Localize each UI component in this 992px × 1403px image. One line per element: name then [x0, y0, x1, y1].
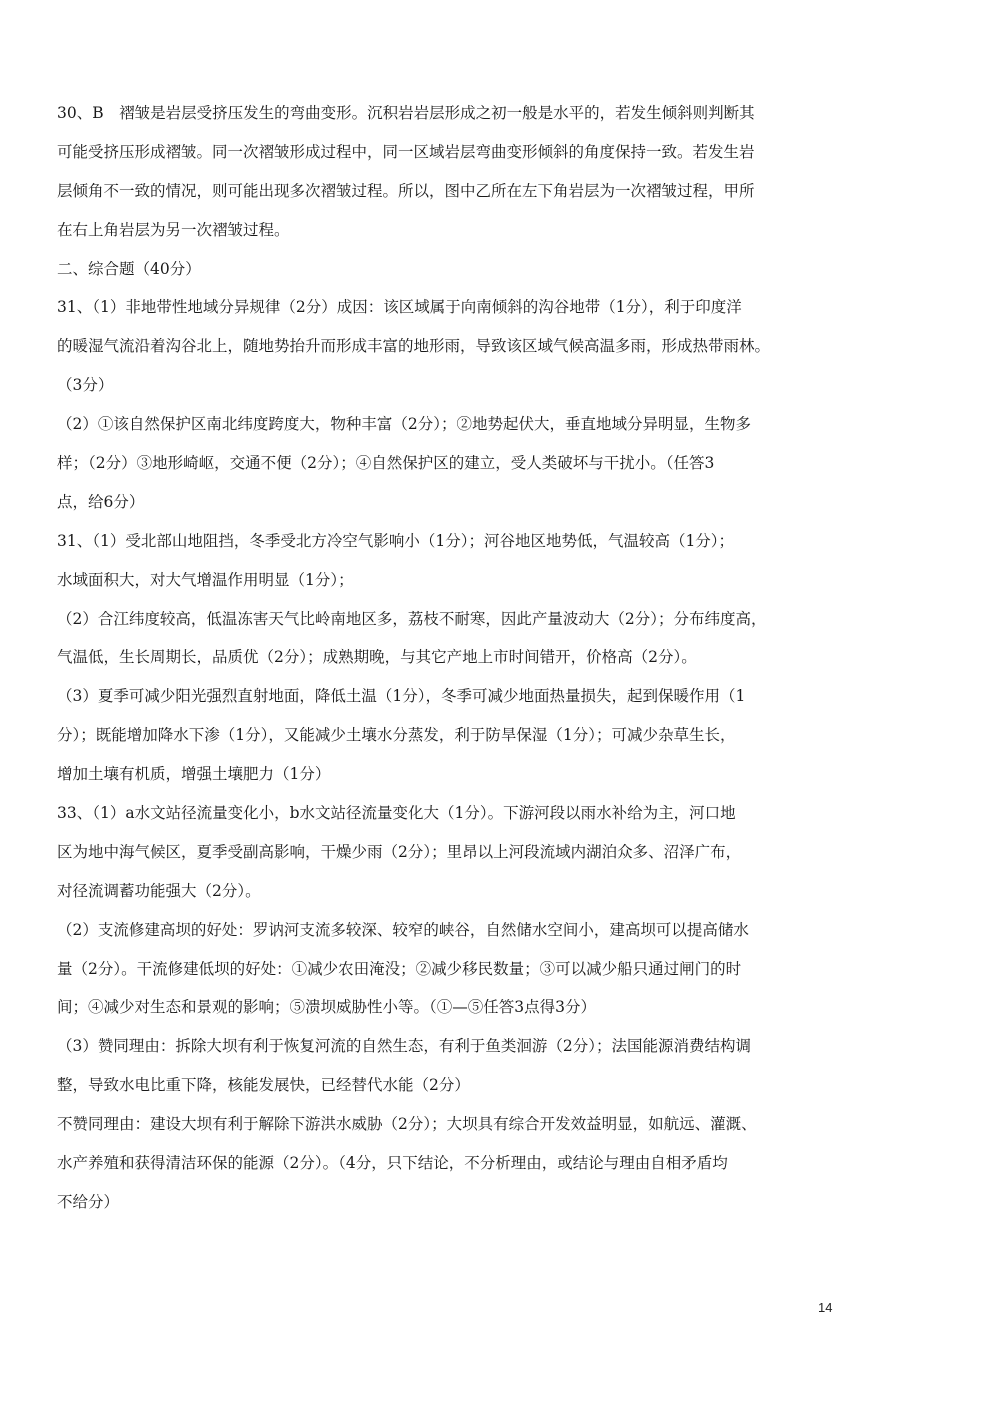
text-line: （2）支流修建高坝的好处：罗讷河支流多较深、较窄的峡谷，自然储水空间小，建高坝可以提高储水: [57, 920, 749, 939]
text-line: 点，给6分）: [57, 492, 145, 511]
text-line: 31、（1）受北部山地阻挡，冬季受北方冷空气影响小（1分）；河谷地区地势低，气温较高（1分）；: [57, 531, 735, 550]
text-line: 区为地中海气候区，夏季受副高影响，干燥少雨（2分）；里昂以上河段流域内湖泊众多、沼泽广布，: [57, 842, 742, 861]
text-line: 30、B 褶皱是岩层受挤压发生的弯曲变形。沉积岩岩层形成之初一般是水平的，若发生倾斜则判断其: [57, 104, 755, 122]
text-line: 不给分）: [57, 1192, 120, 1211]
text-line: 在右上角岩层为另一次褶皱过程。: [57, 220, 290, 239]
document-body: [57, 94, 847, 1222]
text-line: 31、（1）非地带性地域分异规律（2分）成因：该区域属于向南倾斜的沟谷地带（1分），利于印度洋: [57, 298, 742, 317]
text-line: （2）合江纬度较高，低温冻害天气比岭南地区多，荔枝不耐寒，因此产量波动大（2分）；分布纬度高，: [57, 609, 767, 628]
text-line: 间；④减少对生态和景观的影响；⑤溃坝威胁性小等。（①—⑤任答3点得3分）: [57, 998, 596, 1017]
text-line: （2）①该自然保护区南北纬度跨度大，物种丰富（2分）；②地势起伏大，垂直地域分异明显，生物多: [57, 415, 751, 434]
text-line: 样；（2分）③地形崎岖，交通不便（2分）；④自然保护区的建立，受人类破坏与干扰小。（任答3: [57, 454, 715, 473]
text-line: （3）夏季可减少阳光强烈直射地面，降低土温（1分），冬季可减少地面热量损失，起到保暖作用（1: [57, 687, 746, 706]
page-number: 14: [818, 1300, 833, 1315]
text-line: 气温低，生长周期长，品质优（2分）；成熟期晚，与其它产地上市时间错开，价格高（2分）。: [57, 648, 697, 667]
text-line: 整，导致水电比重下降，核能发展快，已经替代水能（2分）: [57, 1076, 470, 1095]
text-line: （3分）: [57, 376, 114, 395]
text-line: 不赞同理由：建设大坝有利于解除下游洪水威胁（2分）；大坝具有综合开发效益明显，如航远、灌溉、: [57, 1115, 757, 1134]
text-line: 水产养殖和获得清洁环保的能源（2分）。（4分，只下结论，不分析理由，或结论与理由自相矛盾均: [57, 1154, 728, 1173]
text-line: 可能受挤压形成褶皱。同一次褶皱形成过程中，同一区域岩层弯曲变形倾斜的角度保持一致。若发生岩: [57, 142, 755, 161]
text-line: 层倾角不一致的情况，则可能出现多次褶皱过程。所以，图中乙所在左下角岩层为一次褶皱过程，甲所: [57, 181, 755, 200]
text-line: 33、（1）a水文站径流量变化小，b水文站径流量变化大（1分）。下游河段以雨水补给为主，河口地: [57, 804, 736, 823]
text-line: 分）；既能增加降水下渗（1分），又能减少土壤水分蒸发，利于防旱保湿（1分）；可减少杂草生长，: [57, 726, 736, 745]
text-line: 水域面积大，对大气增温作用明显（1分）；: [57, 570, 354, 589]
text-line: 对径流调蓄功能强大（2分）。: [57, 881, 261, 900]
text-line: 的暖湿气流沿着沟谷北上，随地势抬升而形成丰富的地形雨，导致该区域气候高温多雨，形成热带雨林。: [57, 337, 771, 356]
text-line: 增加土壤有机质，增强土壤肥力（1分）: [57, 765, 331, 784]
text-line: （3）赞同理由：拆除大坝有利于恢复河流的自然生态，有利于鱼类洄游（2分）；法国能源消费结构调: [57, 1037, 751, 1056]
section-heading: 二、综合题（40分）: [57, 259, 201, 278]
text-line: 量（2分）。干流修建低坝的好处：①减少农田淹没；②减少移民数量；③可以减少船只通过闸门的时: [57, 959, 742, 978]
